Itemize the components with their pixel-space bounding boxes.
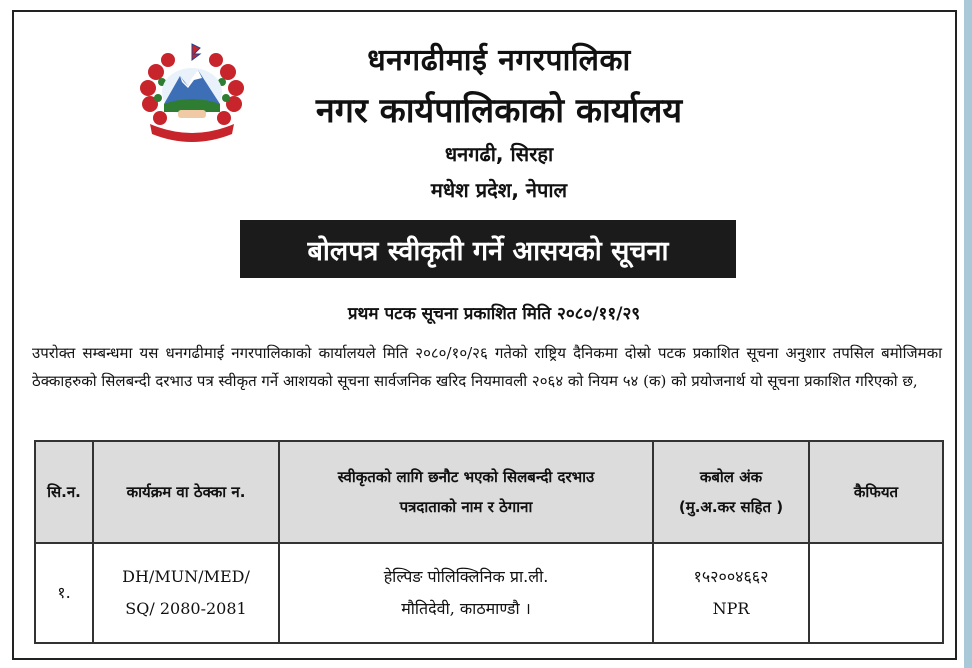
tender-table (34, 440, 944, 644)
cell-remarks (809, 543, 943, 643)
notice-page (12, 10, 957, 660)
notice-title: बोलपत्र स्वीकृती गर्ने आसयको सूचना (307, 235, 669, 267)
first-publication-date: प्रथम पटक सूचना प्रकाशित मिति २०८०/११/२९ (347, 304, 641, 324)
header-amount: कबोल अंक (मु.अ.कर सहित ) (653, 441, 809, 543)
header-remarks: कैफियत (809, 441, 943, 543)
location-line-1: धनगढी, सिरहा (444, 142, 554, 166)
location-line-2: मधेश प्रदेश, नेपाल (430, 178, 568, 202)
cell-bidder: हेल्पिङ पोलिक्लिनिक प्रा.ली. मौतिदेवी, काठमाण्डौ । (279, 543, 653, 643)
office-name: नगर कार्यपालिकाको कार्यालय (315, 91, 683, 131)
table-header-row (35, 441, 943, 543)
right-edge-strip (964, 0, 972, 668)
table-row (35, 543, 943, 643)
nepal-emblem-icon (136, 42, 248, 144)
municipality-name: धनगढीमाई नगरपालिका (367, 43, 631, 78)
header-program: कार्यक्रम वा ठेक्का न. (93, 441, 279, 543)
notice-title-banner (240, 220, 736, 278)
cell-program: DH/MUN/MED/ SQ/ 2080-2081 (93, 543, 279, 643)
header-sn: सि.न. (35, 441, 93, 543)
header-bidder: स्वीकृतको लागि छनौट भएको सिलबन्दी दरभाउ पत्रदाताको नाम र ठेगाना (279, 441, 653, 543)
cell-sn: १. (35, 543, 93, 643)
cell-amount: १५२००४६६२ NPR (653, 543, 809, 643)
notice-body: उपरोक्त सम्बन्धमा यस धनगढीमाई नगरपालिकाको कार्यालयले मिति २०८०/१०/२६ गतेको राष्ट्रिय दैनिकमा दोस्रो पटक प्रकाशित सूचना अनुशार तपसिल बमोजिमका ठेक्काहरुको सिलबन्दी दरभाउ पत्र स्वीकृत गर्ने आशयको सूचना सार्वजनिक खरिद नियमावली २०६४ को नियम ५४ (क) को प्रयोजनार्थ यो सूचना प्रकाशित गरिएको छ, (32, 344, 942, 390)
